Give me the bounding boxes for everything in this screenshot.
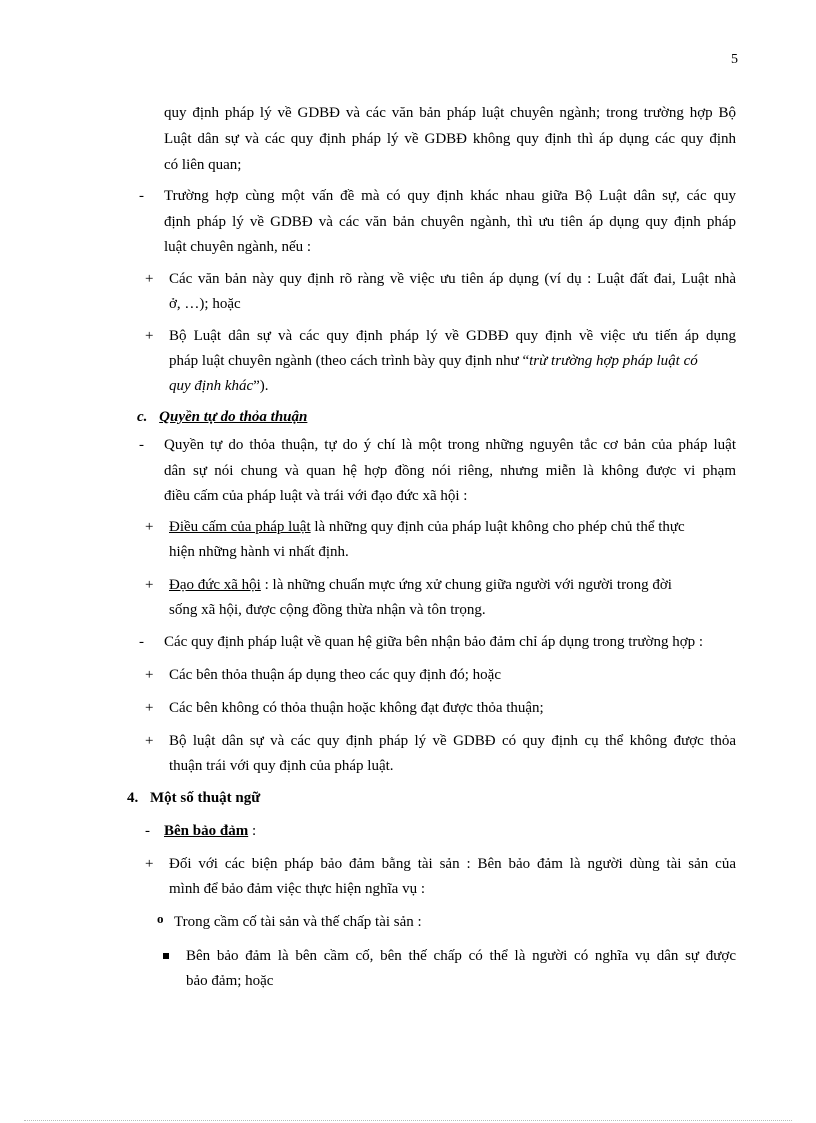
text-line: Bộ luật dân sự và các quy định pháp lý về GDBĐ có quy định cụ thể không được thỏa	[169, 733, 736, 749]
text-run: pháp luật chuyên ngành (theo cách trình bày quy định như “	[169, 353, 530, 369]
text-line: luật chuyên ngành, nếu :	[164, 239, 312, 255]
section-heading-c	[137, 408, 307, 426]
plus-bullet: +	[145, 667, 154, 683]
text-run: ”).	[253, 378, 269, 394]
text-line: ở, …); hoặc	[169, 296, 241, 312]
section-title: Quyền tự do thỏa thuận	[159, 409, 308, 425]
plus-bullet: +	[145, 700, 154, 716]
text-line: Đối với các biện pháp bảo đảm bằng tài sản : Bên bảo đảm là người dùng tài sản của	[169, 856, 736, 872]
defined-term: Điều cấm của pháp luật	[169, 519, 311, 535]
text-line	[169, 352, 736, 370]
text-line	[169, 576, 736, 594]
dash-bullet: -	[139, 437, 144, 453]
text-line: Quyền tự do thỏa thuận, tự do ý chí là một trong những nguyên tắc cơ bản của pháp luật	[164, 437, 736, 453]
text-line	[164, 822, 256, 840]
text-line: điều cấm của pháp luật và trái với đạo đức xã hội :	[164, 488, 468, 504]
defined-term: Bên bảo đảm	[164, 823, 249, 839]
text-line: Bên bảo đảm là bên cầm cố, bên thế chấp có thể là người có nghĩa vụ dân sự được	[186, 948, 736, 964]
page-number: 5	[731, 52, 738, 67]
plus-bullet: +	[145, 328, 154, 344]
text-run: là những quy định của pháp luật không cho phép chủ thể thực	[310, 519, 685, 535]
dash-bullet: -	[145, 823, 150, 839]
text-line: quy định pháp lý về GDBĐ và các văn bản pháp luật chuyên ngành; trong trường hợp Bộ	[164, 105, 736, 121]
text-line: Các bên không có thỏa thuận hoặc không đạt được thỏa thuận;	[169, 700, 544, 716]
section-title: Một số thuật ngữ	[150, 790, 261, 806]
text-line: Luật dân sự và các quy định pháp lý về GDBĐ không quy định thì áp dụng các quy định	[164, 131, 736, 147]
section-marker: 4.	[127, 790, 139, 806]
square-bullet-icon	[163, 953, 169, 959]
section-marker: c.	[137, 409, 148, 425]
defined-term: Đạo đức xã hội	[169, 577, 261, 593]
text-run: :	[248, 823, 257, 839]
text-line: Trường hợp cùng một vấn đề mà có quy định khác nhau giữa Bộ Luật dân sự, các quy	[164, 188, 736, 204]
text-line: thuận trái với quy định của pháp luật.	[169, 758, 394, 774]
text-line: hiện những hành vi nhất định.	[169, 544, 349, 560]
text-line	[169, 518, 736, 536]
italic-quote: quy định khác	[169, 378, 254, 394]
plus-bullet: +	[145, 577, 154, 593]
text-line: mình để bảo đảm việc thực hiện nghĩa vụ :	[169, 881, 425, 897]
circle-bullet: o	[157, 911, 164, 926]
text-line: Các văn bản này quy định rõ ràng về việc ưu tiên áp dụng (ví dụ : Luật đất đai, Luật nhà	[169, 271, 736, 287]
text-line: Các bên thỏa thuận áp dụng theo các quy định đó; hoặc	[169, 667, 501, 683]
text-line	[169, 377, 269, 395]
italic-quote: trừ trường hợp pháp luật có	[529, 353, 698, 369]
text-line: Các quy định pháp luật về quan hệ giữa bên nhận bảo đảm chỉ áp dụng trong trường hợp :	[164, 634, 704, 650]
plus-bullet: +	[145, 733, 154, 749]
plus-bullet: +	[145, 519, 154, 535]
text-run: : là những chuẩn mực ứng xử chung giữa người với người trong đời	[260, 577, 672, 593]
text-line: có liên quan;	[164, 157, 242, 173]
plus-bullet: +	[145, 856, 154, 872]
section-heading-4	[127, 789, 260, 807]
text-line: sống xã hội, được cộng đồng thừa nhận và tôn trọng.	[169, 602, 486, 618]
text-line: định pháp lý về GDBĐ và các văn bản chuyên ngành, thì ưu tiên áp dụng quy định pháp	[164, 214, 736, 230]
dash-bullet: -	[139, 634, 144, 650]
dash-bullet: -	[139, 188, 144, 204]
page-bottom-rule	[24, 1120, 792, 1121]
text-line: Trong cầm cố tài sản và thế chấp tài sản :	[174, 914, 422, 930]
text-line: bảo đảm; hoặc	[186, 973, 274, 989]
plus-bullet: +	[145, 271, 154, 287]
text-line: dân sự nói chung và quan hệ hợp đồng nói riêng, nhưng miễn là không được vi phạm	[164, 463, 736, 479]
text-line: Bộ Luật dân sự và các quy định pháp lý về GDBĐ quy định về việc ưu tiến áp dụng	[169, 328, 736, 344]
